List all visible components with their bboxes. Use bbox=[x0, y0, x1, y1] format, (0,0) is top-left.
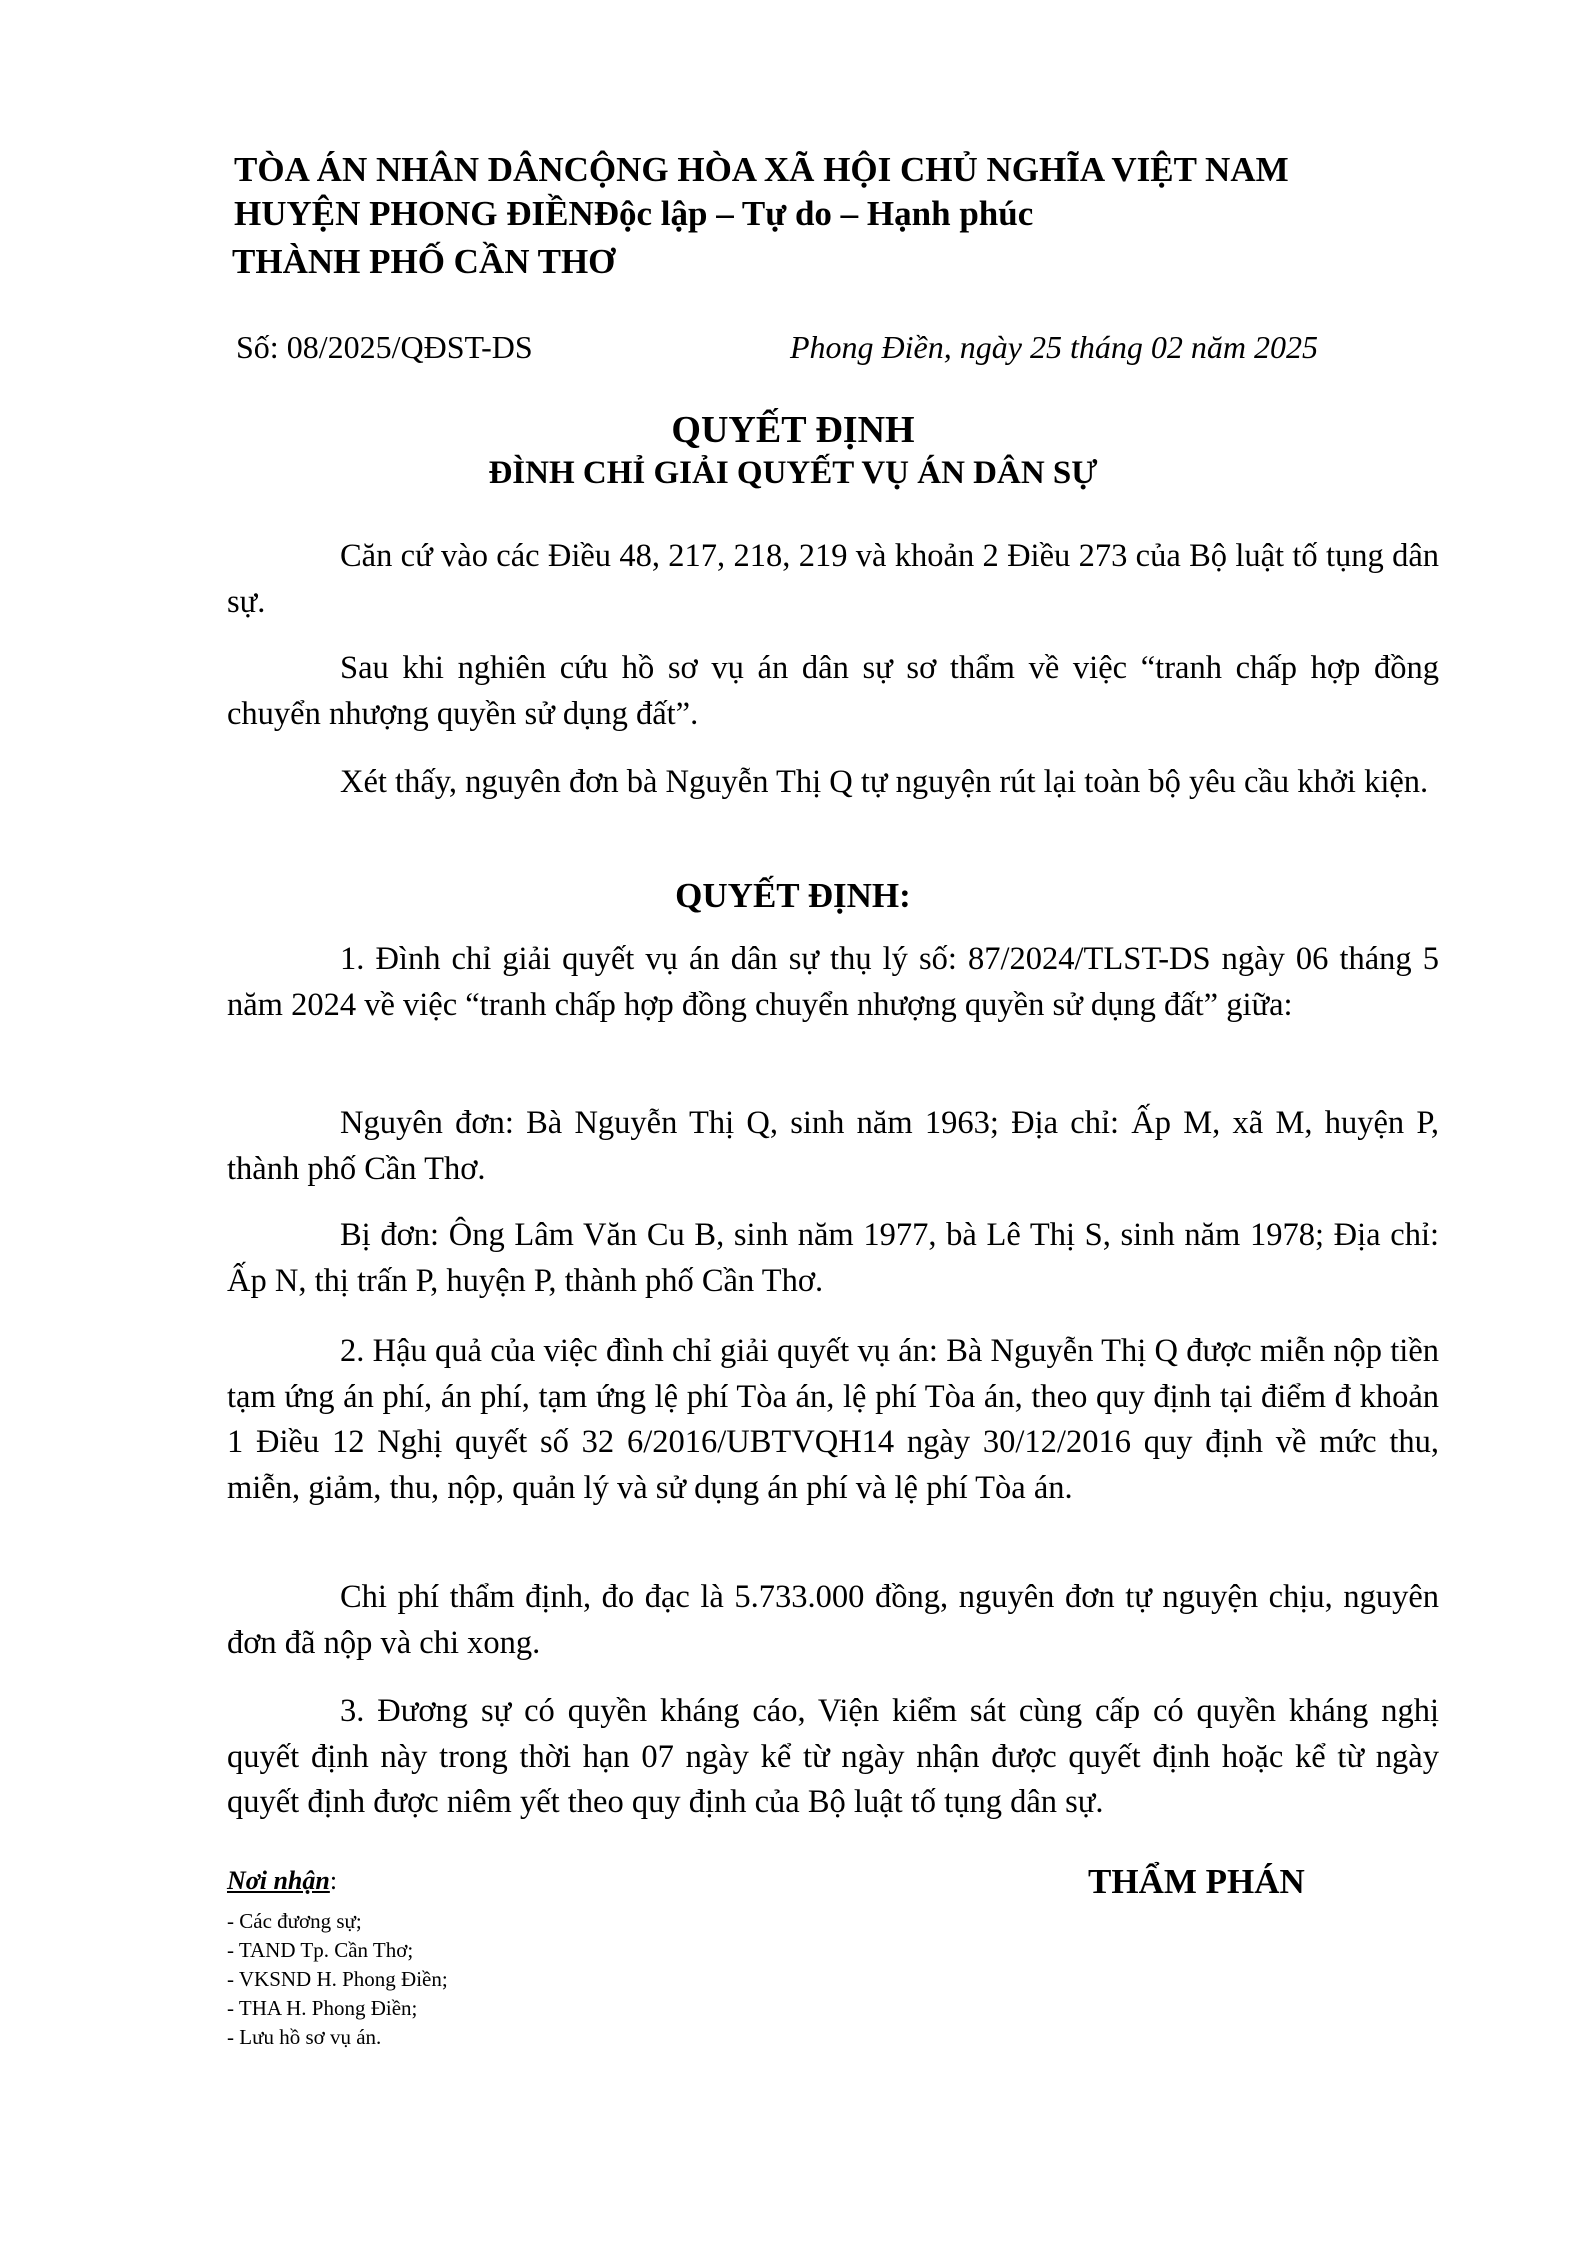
place-and-date: Phong Điền, ngày 25 tháng 02 năm 2025 bbox=[790, 329, 1318, 365]
document-title: QUYẾT ĐỊNH bbox=[671, 409, 915, 451]
decision-item-1: 1. Đình chỉ giải quyết vụ án dân sự thụ lý số: 87/2024/TLST-DS ngày 06 tháng 5 năm 2024 về việc “tranh chấp hợp đồng chuyển nhượng quyền sử dụng đất” giữa: bbox=[227, 941, 1439, 1023]
recipient-item: - THA H. Phong Điền; bbox=[227, 1996, 418, 2020]
recipients-label: Nơi nhận bbox=[227, 1866, 330, 1895]
recipient-item: - Các đương sự; bbox=[227, 1909, 362, 1933]
header-line-1: TÒA ÁN NHÂN DÂNCỘNG HÒA XÃ HỘI CHỦ NGHĨA VIỆT NAM bbox=[234, 150, 1289, 189]
paragraph-review: Sau khi nghiên cứu hồ sơ vụ án dân sự sơ thẩm về việc “tranh chấp hợp đồng chuyển nhượng quyền sử dụng đất”. bbox=[227, 650, 1439, 732]
plaintiff-paragraph: Nguyên đơn: Bà Nguyễn Thị Q, sinh năm 1963; Địa chỉ: Ấp M, xã M, huyện P, thành phố Cần Thơ. bbox=[227, 1105, 1439, 1187]
paragraph-finding: Xét thấy, nguyên đơn bà Nguyễn Thị Q tự nguyện rút lại toàn bộ yêu cầu khởi kiện. bbox=[340, 764, 1429, 800]
document-number: Số: 08/2025/QĐST-DS bbox=[236, 329, 533, 365]
recipient-item: - TAND Tp. Cần Thơ; bbox=[227, 1938, 414, 1962]
header-line-3: THÀNH PHỐ CẦN THƠ bbox=[232, 242, 616, 281]
signature-title: THẨM PHÁN bbox=[1088, 1862, 1305, 1901]
paragraph-legal-basis: Căn cứ vào các Điều 48, 217, 218, 219 và khoản 2 Điều 273 của Bộ luật tố tụng dân sự. bbox=[227, 538, 1439, 620]
decision-item-2: 2. Hậu quả của việc đình chỉ giải quyết vụ án: Bà Nguyễn Thị Q được miễn nộp tiền tạm ứng án phí, án phí, tạm ứng lệ phí Tòa án, lệ phí Tòa án, theo quy định tại điểm đ khoản 1 Điều 12 Nghị quyết số 32 6/2016/UBTVQH14 ngày 30/12/2016 quy định về mức thu, miễn, giảm, thu, nộp, quản lý và sử dụng án phí và lệ phí Tòa án. bbox=[227, 1333, 1439, 1506]
recipients-list bbox=[227, 1907, 448, 2052]
recipients-heading bbox=[227, 1866, 337, 1896]
decision-heading: QUYẾT ĐỊNH: bbox=[675, 876, 911, 915]
defendant-paragraph: Bị đơn: Ông Lâm Văn Cu B, sinh năm 1977, bà Lê Thị S, sinh năm 1978; Địa chỉ: Ấp N, thị trấn P, huyện P, thành phố Cần Thơ. bbox=[227, 1217, 1439, 1299]
cost-paragraph: Chi phí thẩm định, đo đạc là 5.733.000 đồng, nguyên đơn tự nguyện chịu, nguyên đơn đã nộp và chi xong. bbox=[227, 1579, 1439, 1661]
recipient-item: - VKSND H. Phong Điền; bbox=[227, 1967, 448, 1991]
header-line-2: HUYỆN PHONG ĐIỀNĐộc lập – Tự do – Hạnh phúc bbox=[234, 194, 1034, 233]
recipients-colon: : bbox=[329, 1866, 338, 1895]
decision-item-3: 3. Đương sự có quyền kháng cáo, Viện kiểm sát cùng cấp có quyền kháng nghị quyết định này trong thời hạn 07 ngày kể từ ngày nhận được quyết định hoặc kể từ ngày quyết định được niêm yết theo quy định của Bộ luật tố tụng dân sự. bbox=[227, 1693, 1439, 1820]
document-subtitle: ĐÌNH CHỈ GIẢI QUYẾT VỤ ÁN DÂN SỰ bbox=[488, 455, 1098, 491]
recipient-item: - Lưu hồ sơ vụ án. bbox=[227, 2025, 382, 2049]
